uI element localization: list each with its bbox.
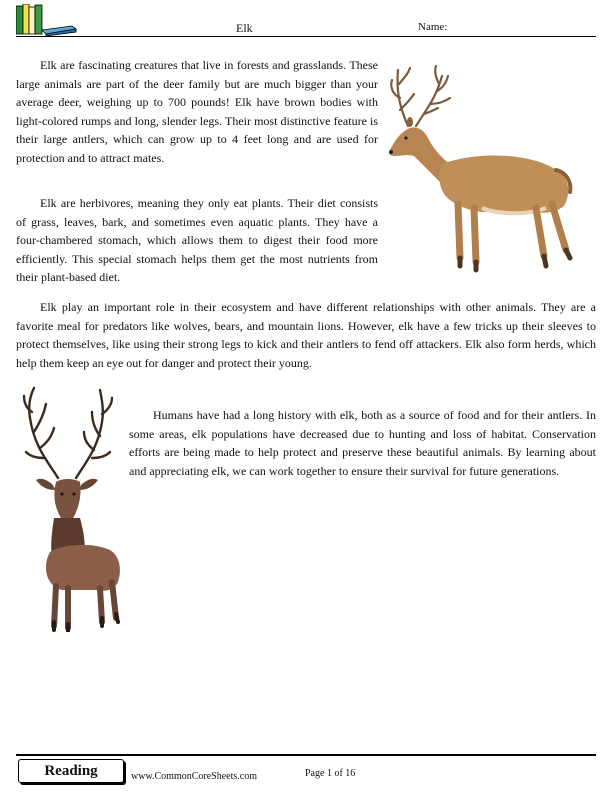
header-divider xyxy=(16,36,596,37)
site-url: www.CommonCoreSheets.com xyxy=(131,771,258,782)
paragraph-4: Humans have had a long history with elk, both as a source of food and for their antlers. In some areas, elk populations have decreased due to hunting and loss of habitat. Conservation efforts are being made to help protect and preserve these beautiful animals. By learning about and appreciating elk, we can work together to ensure their survival for future generations. xyxy=(129,408,596,478)
paragraph-2: Elk are herbivores, meaning they only eat plants. Their diet consists of grass, leaves, bark, and sometimes even aquatic plants. They have a four-chambered stomach, which allows them to digest their food more efficiently. This special stomach helps them get the most nutrients from their plant-based diet. xyxy=(16,196,378,284)
reading-label-box: Reading xyxy=(18,759,124,783)
stag-illustration-bottom xyxy=(22,382,126,632)
footer-divider xyxy=(16,754,596,756)
books-icon xyxy=(16,4,78,36)
worksheet-header xyxy=(0,0,612,40)
paragraph-3: Elk play an important role in their ecosystem and have different relationships with other animals. They are a favorite meal for predators like wolves, bears, and mountain lions. However, elk have a few tricks up their sleeves to protect themselves, like using their strong legs to kick and their antlers to fend off attackers. Elk also form herds, which help them keep an eye out for danger and protect their young. xyxy=(16,300,596,370)
page-title: Elk xyxy=(236,21,253,35)
deer-illustration-top xyxy=(386,58,582,280)
paragraph-1: Elk are fascinating creatures that live in forests and grasslands. These large animals are part of the deer family but are much bigger than your average deer, weighing up to 700 pounds! Elk have brown bodies with light-colored rumps and long, slender legs. Their most distinctive feature is their large antlers, which can grow up to 4 feet long and are used for protection and to attract mates. xyxy=(16,58,378,165)
page-number: Page 1 of 16 xyxy=(305,768,356,779)
name-field-label: Name: xyxy=(418,21,448,33)
